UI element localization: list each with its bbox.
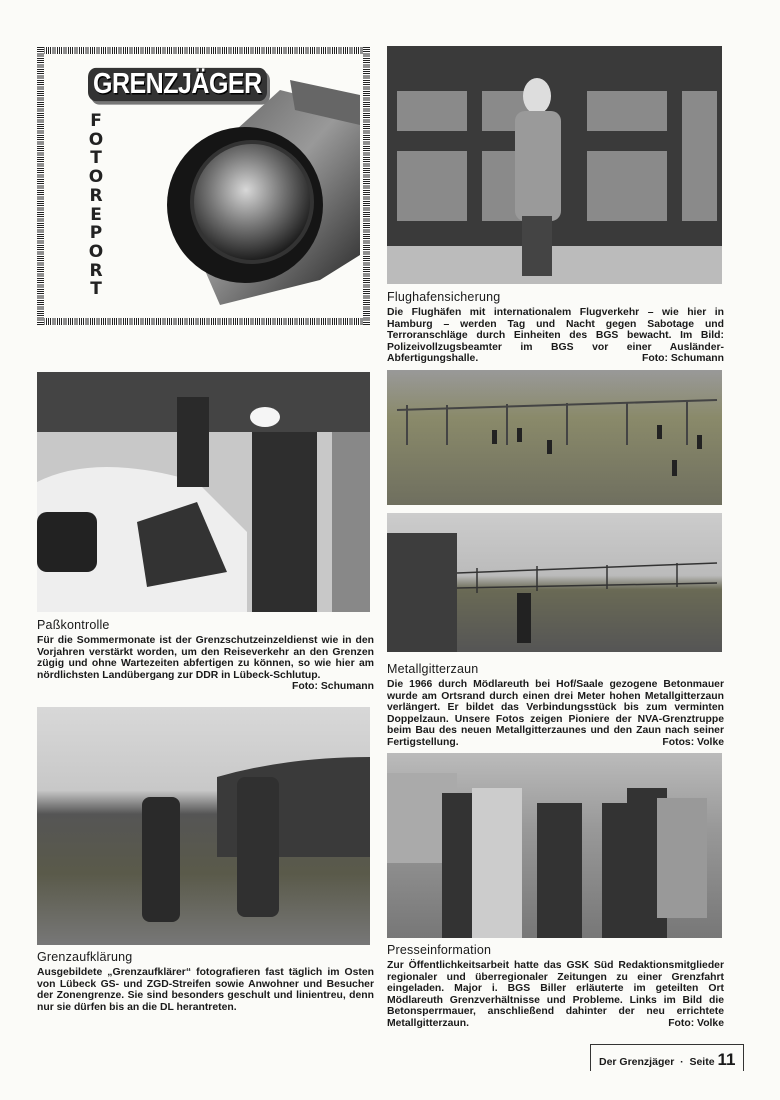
caption-title: Grenzaufklärung: [37, 950, 133, 964]
caption-airport-security: [387, 290, 724, 365]
photo-credit: Foto: Volke: [668, 1017, 724, 1029]
camera-lens-photo: [160, 70, 363, 315]
caption-text: Für die Sommermonate ist der Grenzschutzeinzeldienst wie in den Vorjahren verstärkt worden, um den Reiseverkehr an den Grenzen zügig und ohne Wartezeiten abfertigen zu können, so wie hier am nördlichsten Landübergang zur DDR in Lübeck-Schlutup.: [37, 635, 374, 681]
caption-text: Die 1966 durch Mödlareuth bei Hof/Saale gezogene Betonmauer wurde am Ortsrand durch einen drei Meter hohen Metallgitterzaun verlängert. Er bildet das Verbindungsstück bis zum verminten Doppelzaun. Unsere Fotos zeigen Pioniere der NVA-Grenztruppe beim Bau des neuen Metallgitterzaunes und den Zaun nach seiner Fertigstellung.: [387, 679, 724, 748]
photo-press-information: [387, 753, 722, 938]
photo-credit: Foto: Schumann: [642, 353, 724, 365]
caption-metal-fence: [387, 662, 724, 749]
section-title-vertical: FOTOREPORT: [88, 111, 104, 300]
photo-credit: Fotos: Volke: [662, 736, 724, 748]
caption-passport-control: [37, 618, 374, 693]
caption-title: Paßkontrolle: [37, 618, 110, 632]
photo-passport-control: [37, 372, 370, 612]
photo-airport-security: [387, 46, 722, 284]
caption-title: Metallgitterzaun: [387, 662, 479, 676]
grenzjaeger-logo: GRENZJÄGER: [88, 68, 267, 101]
caption-border-reconnaissance: [37, 950, 374, 1013]
striped-border-left: [37, 47, 44, 325]
striped-border-bottom: [37, 318, 370, 325]
caption-text: Zur Öffentlichkeitsarbeit hatte das GSK Süd Redaktionsmitglieder regionaler und überregionaler Zeitungen zu einer Grenzfahrt eingeladen. Major i. BGS Biller erläuterte im geteilten Ort Mödlareuth Grenzverhältnisse und Probleme. Links im Bild die Betonsperrmauer, anschließend dahinter der neu errichtete Metallgitterzaun.: [387, 960, 724, 1029]
page-label: Seite: [689, 1056, 715, 1068]
photo-fence-construction: [387, 370, 722, 505]
page-number: 11: [717, 1050, 736, 1069]
caption-title: Presseinformation: [387, 943, 492, 957]
publication-name: Der Grenzjäger: [599, 1056, 675, 1068]
caption-title: Flughafensicherung: [387, 290, 501, 304]
photo-fence-completed: [387, 513, 722, 652]
page-footer: [590, 1044, 744, 1071]
photo-credit: Foto: Schumann: [292, 681, 374, 693]
striped-border-top: [37, 47, 370, 54]
caption-text: Die Flughäfen mit internationalem Flugverkehr – wie hier in Hamburg – werden Tag und Nacht gegen Sabotage und Terroranschläge durch Einheiten des BGS bewacht. Im Bild: Polizeivollzugsbeamter im BGS vor einer Ausländer-Abfertigungshalle.: [387, 307, 724, 365]
separator: ·: [680, 1056, 684, 1068]
caption-text: Ausgebildete „Grenzaufklärer“ fotografieren fast täglich im Osten von Lübeck GS- und ZGD-Streifen sowie Anwohner und Besucher der Zonengrenze. Sie sind besonders geschult und linientreu, denn nur sie dürfen bis an die DL herantreten.: [37, 967, 374, 1013]
caption-press-information: [387, 943, 724, 1030]
photo-border-reconnaissance: [37, 707, 370, 945]
striped-border-right: [363, 47, 370, 325]
